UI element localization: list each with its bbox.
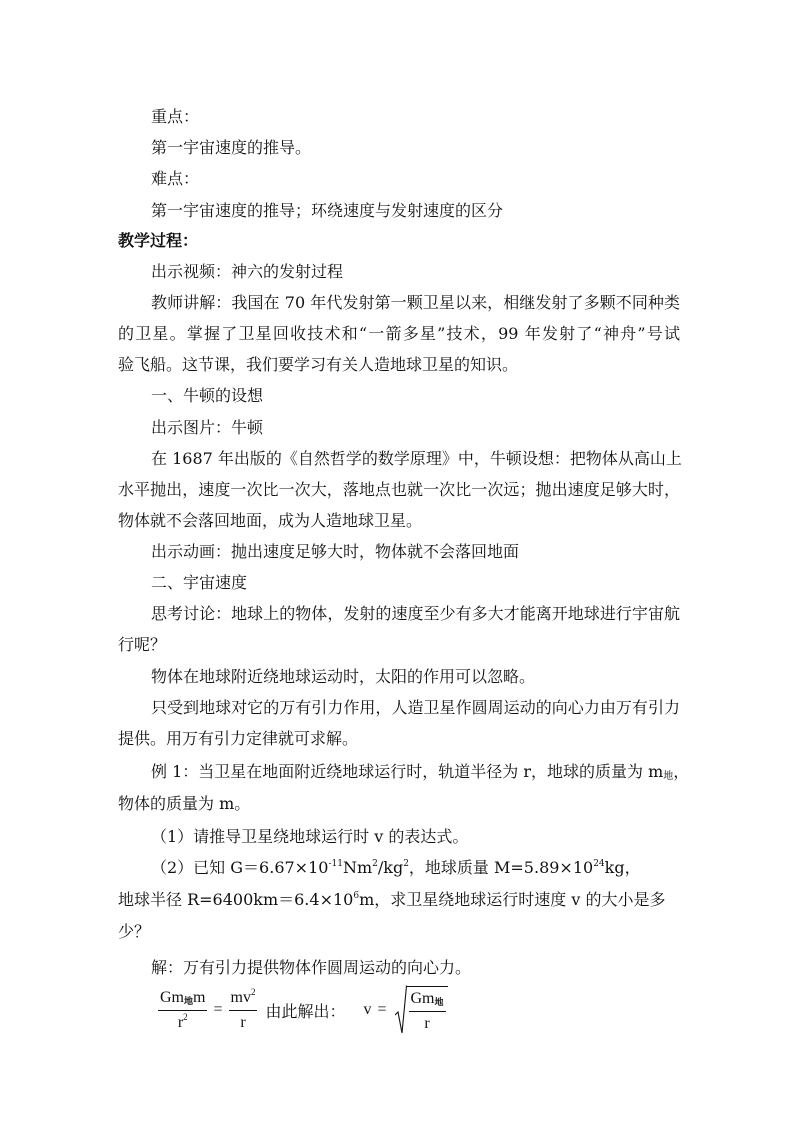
question-1: （1）请推导卫星绕地球运行时 v 的表达式。: [151, 827, 469, 846]
teacher-explanation-line-2: 的卫星。掌握了卫星回收技术和“一箭多星”技术，99 年发射了“神舟”号试: [118, 324, 680, 343]
rhs-num-mv: mv: [230, 988, 251, 1006]
example-text-b: ，: [673, 762, 690, 781]
radical-sign-icon: [395, 985, 407, 1035]
q2-text-a: （2）已知 G＝6.67×10: [151, 858, 329, 877]
velocity-formula: [158, 982, 448, 1038]
sqrt-fraction: [409, 989, 446, 1034]
solve-text: 由此解出：: [265, 1001, 346, 1021]
q3-exponent: 6: [353, 891, 360, 901]
lhs-num-g-m: Gm: [160, 988, 184, 1006]
radicand: [407, 986, 448, 1034]
show-picture-line: 出示图片：牛顿: [151, 418, 264, 437]
q3-text-b: m，求卫星绕地球运行时速度 v 的大小是多: [359, 890, 666, 909]
sqrt-numerator: [409, 989, 446, 1012]
lhs-num-earth-sub: 地: [184, 995, 194, 1006]
example-line-2: 物体的质量为 m。: [118, 794, 251, 813]
q2-text-c: /kg: [377, 858, 404, 877]
lhs-den-r: r: [177, 1013, 184, 1031]
show-video-line: 出示视频：神六的发射过程: [151, 262, 344, 281]
rhs-fraction: [229, 988, 258, 1033]
show-animation-line: 出示动画：抛出速度足够大时，物体就不会落回地面: [151, 542, 520, 561]
q2-exponent-2: 2: [372, 859, 378, 869]
q2-text-b: Nm: [342, 858, 373, 877]
equals-sign-1: =: [213, 1001, 223, 1018]
rhs-denominator: r: [240, 1013, 246, 1031]
q2-text-d: ，地球质量 M=5.89×10: [408, 858, 594, 877]
earth-subscript: 地: [663, 771, 674, 782]
equals-sign-2: =: [377, 1001, 387, 1018]
q2-exponent-4: 24: [593, 859, 605, 869]
q2-text-e: kg，: [604, 858, 641, 877]
section-heading-newton: 一、牛顿的设想: [151, 386, 264, 405]
example-line-1: [151, 761, 690, 783]
lhs-den-exponent: 2: [183, 1011, 188, 1022]
newton-paragraph-line-2: 水平抛出，速度一次比一次大，落地点也就一次比一次远；抛出速度足够大时，: [118, 480, 680, 499]
lhs-fraction: [158, 988, 207, 1033]
newton-paragraph-line-3: 物体就不会落回地面，成为人造地球卫星。: [118, 511, 423, 530]
difficulty-text: 第一宇宙速度的推导；环绕速度与发射速度的区分: [151, 201, 504, 220]
rhs-numerator: [229, 988, 258, 1011]
gravity-paragraph-line-2: 提供。用万有引力定律就可求解。: [118, 729, 359, 748]
key-point-label: 重点：: [151, 107, 200, 126]
difficulty-label: 难点：: [151, 169, 200, 188]
lhs-numerator: [158, 988, 207, 1011]
teaching-process-heading: 教学过程：: [118, 231, 199, 250]
solution-line: 解：万有引力提供物体作圆周运动的向心力。: [151, 958, 472, 977]
section-heading-cosmic-velocity: 二、宇宙速度: [151, 573, 248, 592]
gravity-paragraph-line-1: 只受到地球对它的万有引力作用，人造卫星作圆周运动的向心力由万有引力: [151, 698, 680, 717]
rhs-num-exponent: 2: [250, 986, 256, 997]
lhs-num-m: m: [193, 988, 206, 1006]
v-symbol: v: [363, 1001, 372, 1018]
discussion-line-2: 行呢？: [118, 635, 167, 654]
sun-effect-note: 物体在地球附近绕地球运动时，太阳的作用可以忽略。: [151, 667, 536, 686]
example-text-a: 例 1：当卫星在地面附近绕地球运行时，轨道半径为 r，地球的质量为 m: [151, 762, 664, 781]
q2-exponent-3: 2: [403, 859, 409, 869]
newton-paragraph-line-1: 在 1687 年出版的《自然哲学的数学原理》中，牛顿设想：把物体从高山上: [151, 449, 682, 468]
square-root: [395, 985, 448, 1035]
question-2: [151, 857, 641, 879]
lhs-denominator: [178, 1011, 188, 1033]
question-2-continued: [118, 889, 665, 911]
key-point-text: 第一宇宙速度的推导。: [151, 138, 312, 157]
sqrt-num-earth-sub: 地: [434, 997, 444, 1007]
discussion-line-1: 思考讨论：地球上的物体，发射的速度至少有多大才能离开地球进行宇宙航: [151, 604, 680, 623]
teacher-explanation-line-3: 验飞船。这节课，我们要学习有关人造地球卫星的知识。: [118, 355, 519, 374]
q2-exponent-1: -11: [328, 859, 343, 869]
sqrt-num-g-m: Gm: [410, 990, 435, 1007]
question-2-end: 少？: [118, 922, 151, 941]
q3-text-a: 地球半径 R=6400km＝6.4×10: [118, 890, 354, 909]
teacher-explanation-line-1: 教师讲解：我国在 70 年代发射第一颗卫星以来，相继发射了多颗不同种类: [151, 293, 680, 312]
sqrt-denominator: r: [424, 1015, 430, 1032]
